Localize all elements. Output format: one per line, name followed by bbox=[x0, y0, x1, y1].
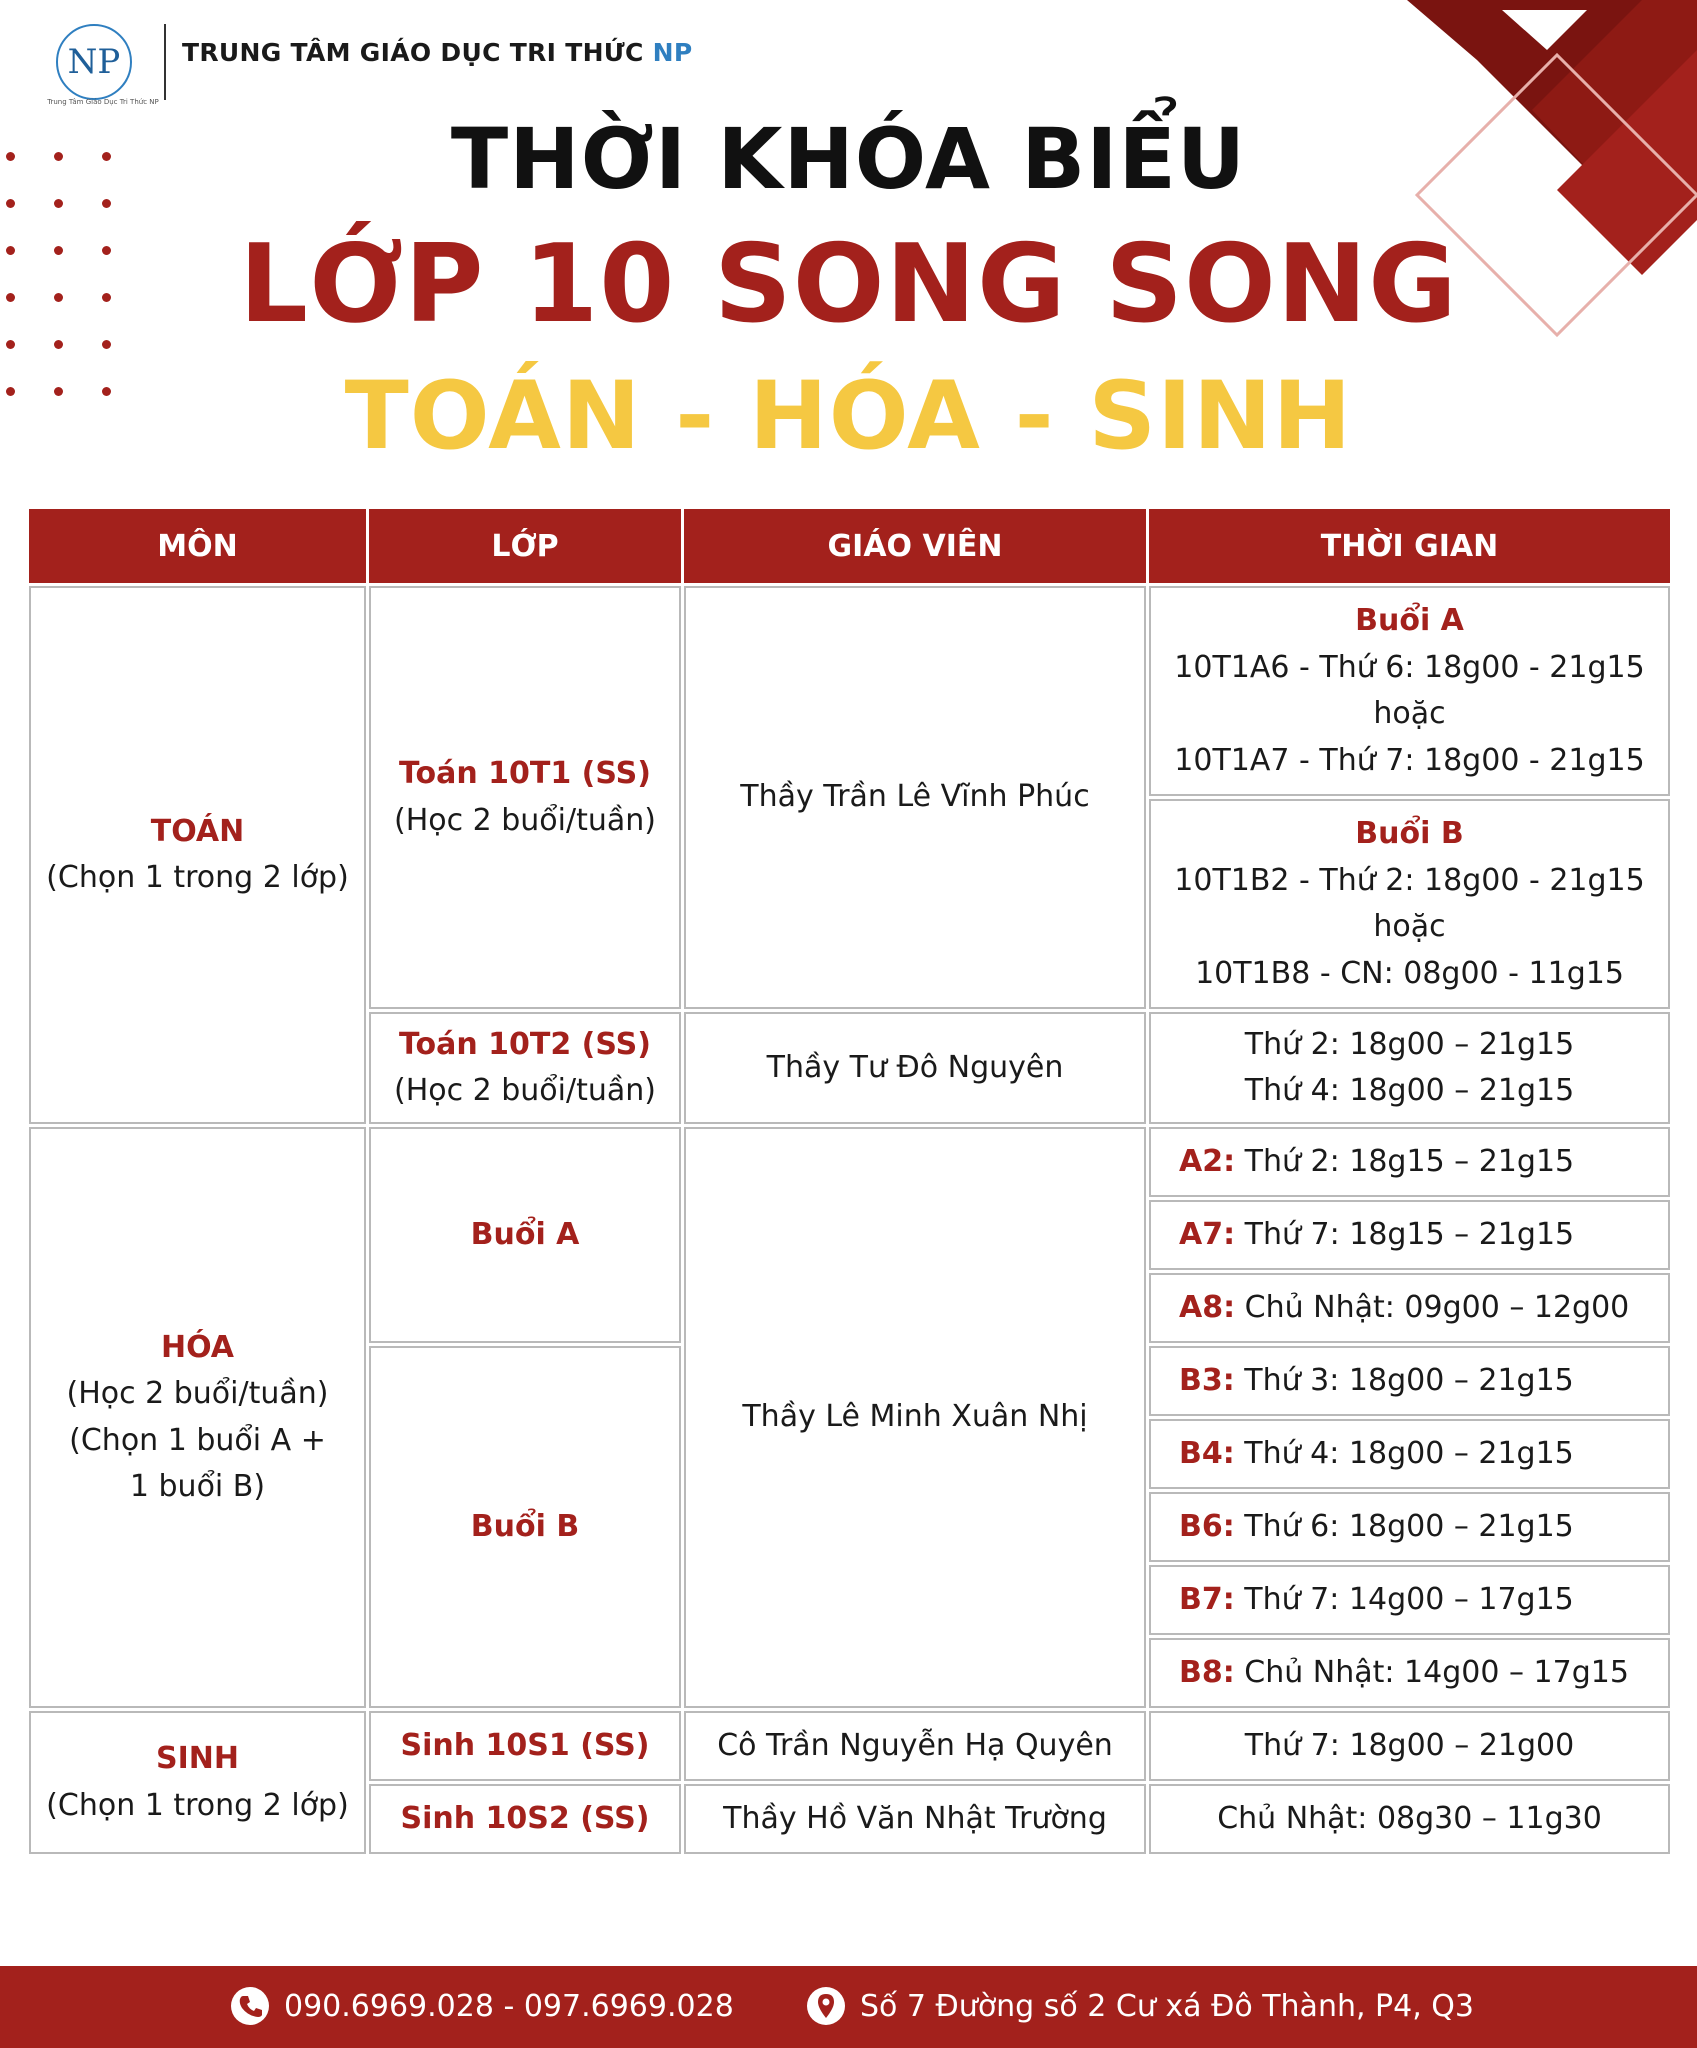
center-name bbox=[182, 38, 693, 67]
subject-cell-hoa bbox=[29, 1127, 366, 1708]
time-slot-cell bbox=[1149, 1127, 1670, 1197]
slot-time: Thứ 2: 18g15 – 21g15 bbox=[1244, 1143, 1575, 1179]
table-header-row bbox=[29, 509, 1670, 583]
subject-name: TOÁN bbox=[150, 813, 245, 849]
subject-note: (Chọn 1 trong 2 lớp) bbox=[46, 1787, 349, 1823]
slot-code: B8: bbox=[1179, 1654, 1235, 1690]
time-slot-cell bbox=[1149, 1419, 1670, 1489]
teacher-cell: Thầy Hồ Văn Nhật Trường bbox=[684, 1784, 1146, 1854]
subject-cell-sinh bbox=[29, 1711, 366, 1854]
teacher-cell: Thầy Lê Minh Xuân Nhị bbox=[684, 1127, 1146, 1708]
subject-note: (Học 2 buổi/tuần) bbox=[66, 1376, 329, 1411]
time-slot-cell bbox=[1149, 1565, 1670, 1635]
title-subjects: TOÁN - HÓA - SINH bbox=[344, 362, 1353, 471]
session-label: Buổi B bbox=[1355, 816, 1464, 851]
time-line: Thứ 2: 18g00 – 21g15 bbox=[1244, 1026, 1575, 1062]
subject-cell-toan bbox=[29, 586, 366, 1124]
teacher-cell: Cô Trần Nguyễn Hạ Quyên bbox=[684, 1711, 1146, 1781]
class-cell-toan-10t1 bbox=[369, 586, 681, 1009]
footer-address[interactable] bbox=[806, 1986, 1474, 2026]
time-slot-cell bbox=[1149, 1492, 1670, 1562]
slot-code: A7: bbox=[1179, 1216, 1236, 1252]
header-subject: MÔN bbox=[29, 509, 366, 583]
table-row bbox=[29, 1127, 1670, 1197]
class-cell-sinh-10s1: Sinh 10S1 (SS) bbox=[369, 1711, 681, 1781]
session-label: Buổi A bbox=[1355, 603, 1464, 638]
session-option: 10T1B8 - CN: 08g00 - 11g15 bbox=[1195, 955, 1624, 991]
session-or: hoặc bbox=[1373, 696, 1446, 731]
timetable bbox=[26, 506, 1673, 1857]
table-row bbox=[29, 1711, 1670, 1781]
header-class: LỚP bbox=[369, 509, 681, 583]
time-slot-cell bbox=[1149, 1273, 1670, 1343]
header-time: THỜI GIAN bbox=[1149, 509, 1670, 583]
time-cell bbox=[1149, 586, 1670, 796]
slot-time: Thứ 6: 18g00 – 21g15 bbox=[1244, 1508, 1574, 1544]
class-name: Toán 10T2 (SS) bbox=[399, 1026, 651, 1062]
slot-time: Thứ 7: 14g00 – 17g15 bbox=[1244, 1581, 1574, 1617]
class-cell-toan-10t2 bbox=[369, 1012, 681, 1124]
address-text: Số 7 Đường số 2 Cư xá Đô Thành, P4, Q3 bbox=[860, 1988, 1474, 2024]
class-cell-sinh-10s2: Sinh 10S2 (SS) bbox=[369, 1784, 681, 1854]
time-cell: Thứ 7: 18g00 – 21g00 bbox=[1149, 1711, 1670, 1781]
slot-code: A8: bbox=[1179, 1289, 1236, 1325]
title-timetable: THỜI KHÓA BIỂU bbox=[450, 110, 1247, 208]
header-divider bbox=[164, 24, 166, 100]
slot-code: A2: bbox=[1179, 1143, 1236, 1179]
class-cell-buoi-b: Buổi B bbox=[369, 1346, 681, 1708]
logo-caption: Trung Tâm Giáo Dục Tri Thức NP bbox=[47, 98, 159, 106]
subject-note: 1 buổi B) bbox=[129, 1469, 266, 1504]
time-line: Thứ 4: 18g00 – 21g15 bbox=[1244, 1073, 1575, 1108]
class-note: (Học 2 buổi/tuần) bbox=[393, 1073, 656, 1108]
slot-code: B6: bbox=[1179, 1508, 1235, 1544]
teacher-cell: Thầy Trần Lê Vĩnh Phúc bbox=[684, 586, 1146, 1009]
subject-name: HÓA bbox=[160, 1329, 235, 1365]
subject-note: (Chọn 1 buổi A + bbox=[69, 1422, 326, 1458]
logo-mark: NP bbox=[56, 24, 132, 100]
phone-numbers: 090.6969.028 - 097.6969.028 bbox=[284, 1988, 734, 2024]
subject-note: (Chọn 1 trong 2 lớp) bbox=[46, 860, 349, 895]
time-slot-cell bbox=[1149, 1346, 1670, 1416]
slot-time: Thứ 7: 18g15 – 21g15 bbox=[1244, 1216, 1575, 1252]
class-cell-buoi-a: Buổi A bbox=[369, 1127, 681, 1343]
time-slot-cell bbox=[1149, 1200, 1670, 1270]
footer-bar bbox=[0, 1966, 1697, 2048]
logo bbox=[44, 24, 160, 110]
class-name: Toán 10T1 (SS) bbox=[399, 756, 651, 791]
time-cell: Chủ Nhật: 08g30 – 11g30 bbox=[1149, 1784, 1670, 1854]
time-cell bbox=[1149, 1012, 1670, 1124]
slot-time: Thứ 3: 18g00 – 21g15 bbox=[1244, 1362, 1574, 1398]
center-name-text: TRUNG TÂM GIÁO DỤC TRI THỨC bbox=[182, 38, 644, 67]
session-option: 10T1A6 - Thứ 6: 18g00 - 21g15 bbox=[1174, 649, 1645, 685]
slot-time: Chủ Nhật: 14g00 – 17g15 bbox=[1244, 1654, 1629, 1690]
phone-icon bbox=[230, 1986, 270, 2026]
teacher-cell: Thầy Tư Đô Nguyên bbox=[684, 1012, 1146, 1124]
footer-phone[interactable] bbox=[230, 1986, 734, 2026]
slot-code: B7: bbox=[1179, 1581, 1235, 1617]
table-row bbox=[29, 586, 1670, 796]
slot-code: B3: bbox=[1179, 1362, 1235, 1398]
session-or: hoặc bbox=[1373, 909, 1446, 944]
slot-time: Chủ Nhật: 09g00 – 12g00 bbox=[1244, 1289, 1630, 1325]
slot-code: B4: bbox=[1179, 1435, 1235, 1471]
location-pin-icon bbox=[806, 1986, 846, 2026]
session-option: 10T1A7 - Thứ 7: 18g00 - 21g15 bbox=[1174, 742, 1645, 778]
header-teacher: GIÁO VIÊN bbox=[684, 509, 1146, 583]
slot-time: Thứ 4: 18g00 – 21g15 bbox=[1244, 1435, 1574, 1471]
session-option: 10T1B2 - Thứ 2: 18g00 - 21g15 bbox=[1174, 862, 1645, 898]
time-slot-cell bbox=[1149, 1638, 1670, 1708]
time-cell bbox=[1149, 799, 1670, 1009]
center-name-np: NP bbox=[652, 38, 693, 67]
subject-name: SINH bbox=[156, 1741, 239, 1776]
class-note: (Học 2 buổi/tuần) bbox=[393, 802, 656, 838]
title-class: LỚP 10 SONG SONG bbox=[239, 222, 1458, 347]
